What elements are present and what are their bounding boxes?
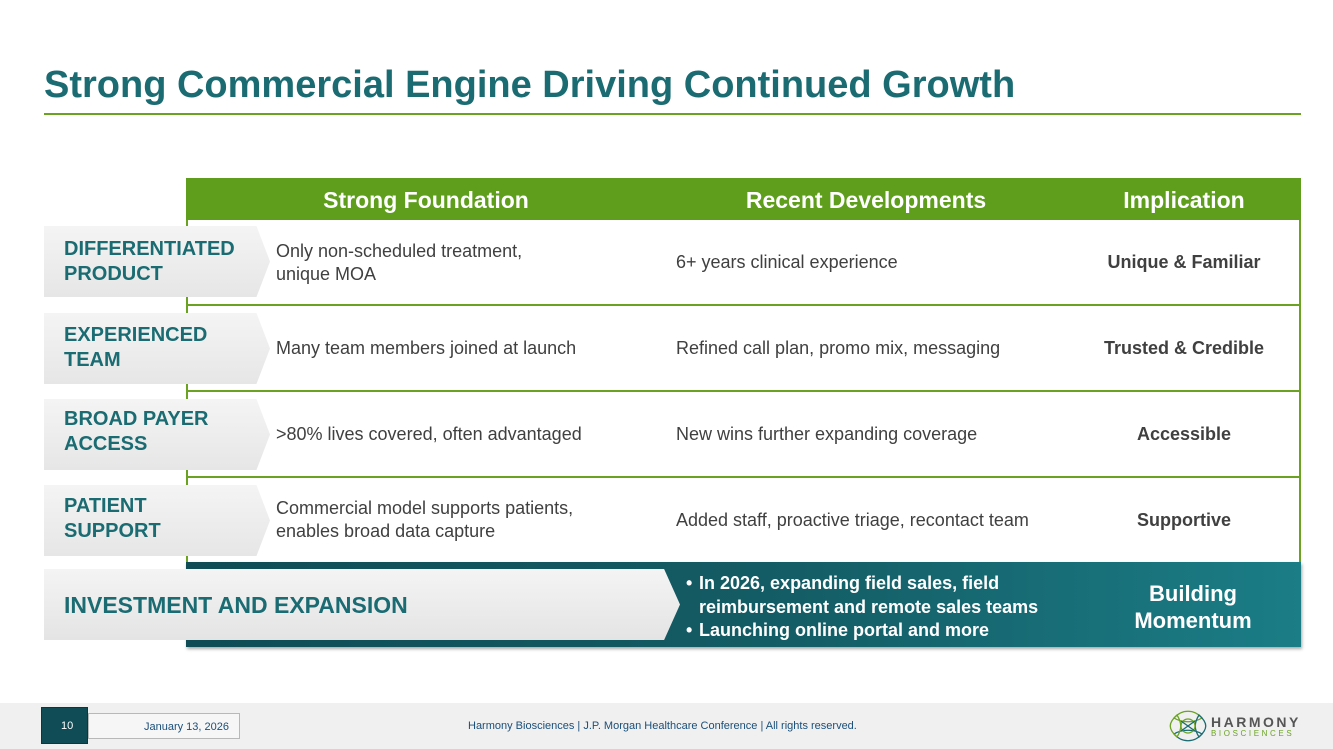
row-label-experienced-team: EXPERIENCED TEAM [64,324,208,371]
cell-foundation: >80% lives covered, often advantaged [276,424,582,444]
footer-date: January 13, 2026 [88,713,240,739]
logo-subtitle: BIOSCIENCES [1211,729,1295,738]
cell-implication: Trusted & Credible [1103,338,1265,358]
cell-developments: 6+ years clinical experience [676,252,898,272]
row-divider [186,476,1301,478]
bullet-icon: • [686,620,693,640]
page-number: 10 [41,707,88,744]
investment-bullet-list [686,572,1086,643]
column-header-foundation: Strong Foundation [323,187,529,213]
title-divider [44,113,1301,115]
cell-foundation: Only non-scheduled treatment, unique MOA [276,241,523,284]
cell-implication: Accessible [1136,424,1232,444]
column-header-developments: Recent Developments [745,187,987,213]
row-divider [186,304,1301,306]
page-title: Strong Commercial Engine Driving Continued Growth [44,64,1016,106]
bullet-text: Launching online portal and more [699,620,990,640]
list-item [686,572,1086,619]
investment-label: INVESTMENT AND EXPANSION [64,592,408,618]
cell-implication: Supportive [1136,510,1231,530]
cell-developments: Added staff, proactive triage, recontact team [676,510,1029,530]
list-item [686,619,1086,643]
cell-foundation: Many team members joined at launch [276,338,577,358]
investment-implication: Building Momentum [1134,581,1252,633]
bullet-text: In 2026, expanding field sales, field reimbursement and remote sales teams [699,573,1039,617]
cell-implication: Unique & Familiar [1107,252,1261,272]
harmony-knot-logo-icon [1168,709,1208,743]
footer-text: Harmony Biosciences | J.P. Morgan Healthcare Conference | All rights reserved. [468,720,857,732]
column-header-implication: Implication [1123,187,1245,213]
cell-developments: Refined call plan, promo mix, messaging [676,338,1001,358]
row-label-patient-support: PATIENT SUPPORT [64,495,161,542]
row-label-differentiated-product: DIFFERENTIATED PRODUCT [64,238,235,285]
cell-developments: New wins further expanding coverage [676,424,978,444]
logo-wordmark: HARMONY [1211,714,1301,730]
bullet-icon: • [686,573,693,593]
row-divider [186,390,1301,392]
cell-foundation: Commercial model supports patients, enables broad data capture [276,498,574,541]
row-label-broad-payer-access: BROAD PAYER ACCESS [64,408,209,455]
